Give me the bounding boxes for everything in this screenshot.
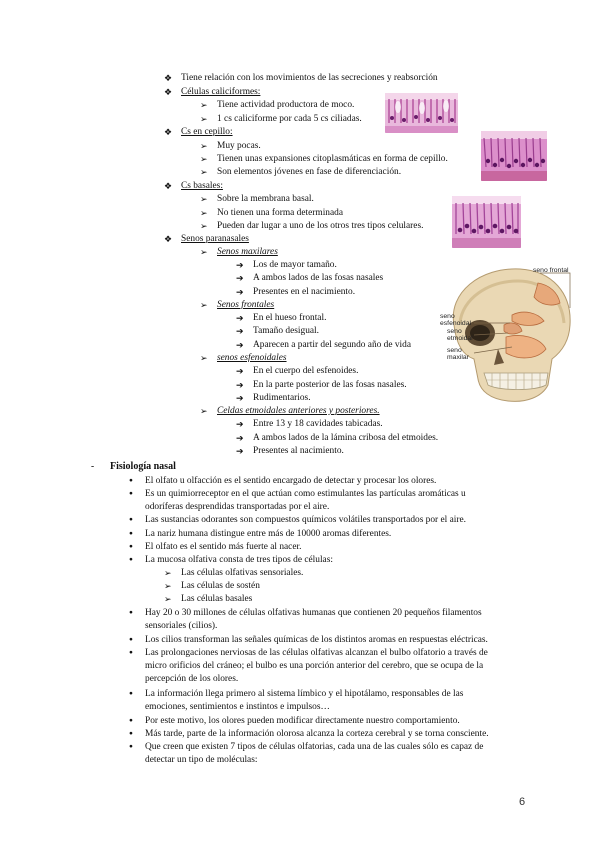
list-item: Las células basales (181, 594, 253, 604)
arrowhead-bullet: ➢ (200, 141, 208, 151)
bullet-dot: ● (129, 717, 133, 724)
paragraph: Los cilios transforman las señales químicas de los distintos aromas en respuestas eléctricas. (145, 635, 488, 645)
arrowhead-bullet: ➢ (164, 594, 172, 604)
arrowhead-bullet: ➢ (200, 114, 208, 124)
arrow-bullet: ➔ (236, 313, 244, 323)
histology-image-caliciformes (385, 93, 458, 133)
label-seno-maxilar-1: seno (447, 347, 462, 354)
bullet-dot: ● (129, 609, 133, 616)
diamond-bullet: ❖ (164, 127, 173, 137)
list-item: Tamaño desigual. (253, 326, 319, 336)
list-item: Aparecen a partir del segundo año de vida (253, 340, 412, 350)
list-item: No tienen una forma determinada (217, 208, 343, 218)
arrowhead-bullet: ➢ (200, 154, 208, 164)
intro-text: Tiene relación con los movimientos de las secreciones y reabsorción (181, 73, 438, 83)
arrowhead-bullet: ➢ (164, 581, 172, 591)
paragraph-line: Hay 20 o 30 millones de células olfativas humanas que contienen 20 pequeños filamentos (145, 608, 482, 618)
skull-sinuses-illustration (440, 263, 575, 408)
bullet-dot: ● (129, 556, 133, 563)
bullet-dot: ● (129, 636, 133, 643)
list-item: Presentes al nacimiento. (253, 446, 344, 456)
list-item: Tienen unas expansiones citoplasmáticas en forma de cepillo. (217, 154, 448, 164)
arrow-bullet: ➔ (236, 326, 244, 336)
arrowhead-bullet: ➢ (164, 568, 172, 578)
paragraph-line: emociones, sentimientos e instintos e impulsos… (145, 702, 330, 712)
bullet-dot: ● (129, 477, 133, 484)
list-item: Las células de sostén (181, 581, 260, 591)
label-seno-maxilar-2: maxilar (447, 354, 469, 361)
bullet-dot: ● (129, 690, 133, 697)
section-caliciformes: Células caliciformes: (181, 87, 261, 97)
list-item: En el hueso frontal. (253, 313, 327, 323)
arrow-bullet: ➔ (236, 366, 244, 376)
arrowhead-bullet: ➢ (200, 353, 208, 363)
arrow-bullet: ➔ (236, 273, 244, 283)
bullet-dot: ● (129, 516, 133, 523)
list-item: Sobre la membrana basal. (217, 194, 314, 204)
subsection-frontales: Senos frontales (217, 300, 275, 310)
list-item: Rudimentarios. (253, 393, 311, 403)
arrow-bullet: ➔ (236, 393, 244, 403)
arrowhead-bullet: ➢ (200, 247, 208, 257)
arrowhead-bullet: ➢ (200, 406, 208, 416)
subsection-esfenoidales: senos esfenoidales (217, 353, 287, 363)
paragraph-line: odoríferas desprendidas transportadas por el aire. (145, 502, 330, 512)
paragraph-line: micro orificios del cráneo; el bulbo es una porción anterior del cerebro, que se ocupa de la (145, 661, 484, 671)
bullet-dot: ● (129, 730, 133, 737)
paragraph: La mucosa olfativa consta de tres tipos de células: (145, 555, 333, 565)
list-item: En el cuerpo del esfenoides. (253, 366, 359, 376)
arrowhead-bullet: ➢ (200, 208, 208, 218)
arrow-bullet: ➔ (236, 260, 244, 270)
label-seno-esfenoidal-2: esfenoidal (440, 320, 471, 327)
arrow-bullet: ➔ (236, 287, 244, 297)
arrow-bullet: ➔ (236, 380, 244, 390)
page-number: 6 (519, 796, 526, 808)
bullet-dot: ● (129, 530, 133, 537)
subsection-etmoidales: Celdas etmoidales anteriores y posteriores. (217, 406, 380, 416)
label-seno-etmoidal-2: etmoidal (447, 335, 473, 342)
arrowhead-bullet: ➢ (200, 194, 208, 204)
list-item: Pueden dar lugar a uno de los otros tres tipos celulares. (217, 221, 424, 231)
label-seno-esfenoidal-1: seno (440, 313, 455, 320)
subsection-maxilares: Senos maxilares (217, 247, 278, 257)
arrowhead-bullet: ➢ (200, 300, 208, 310)
heading-fisiologia-nasal: Fisiología nasal (110, 461, 176, 472)
list-item: Presentes en el nacimiento. (253, 287, 356, 297)
list-item: Muy pocas. (217, 141, 261, 151)
arrow-bullet: ➔ (236, 419, 244, 429)
section-basales: Cs basales: (181, 181, 223, 191)
paragraph: El olfato es el sentido más fuerte al nacer. (145, 542, 302, 552)
paragraph-line: sensoriales (cilios). (145, 621, 218, 631)
paragraph: La nariz humana distingue entre más de 10000 aromas diferentes. (145, 529, 392, 539)
list-item: En la parte posterior de las fosas nasales. (253, 380, 407, 390)
diamond-bullet: ❖ (164, 181, 173, 191)
paragraph: Las sustancias odorantes son compuestos químicos volátiles transportados por el aire. (145, 515, 467, 525)
list-item: 1 cs caliciforme por cada 5 cs ciliadas. (217, 114, 362, 124)
paragraph-line: Que creen que existen 7 tipos de células olfatorias, cada una de las cuales sólo es capaz de (145, 742, 484, 752)
bullet-dot: ● (129, 743, 133, 750)
list-item: Entre 13 y 18 cavidades tabicadas. (253, 419, 383, 429)
paragraph-line: Las prolongaciones nerviosas de las células olfativas alcanzan el bulbo olfatorio a través de (145, 648, 488, 658)
list-item: Los de mayor tamaño. (253, 260, 337, 270)
heading-dash: - (91, 462, 95, 472)
section-senos: Senos paranasales (181, 234, 249, 244)
list-item: A ambos lados de la lámina cribosa del etmoides. (253, 433, 439, 443)
paragraph-line: detectar un tipo de moléculas: (145, 755, 258, 765)
list-item: A ambos lados de las fosas nasales (253, 273, 384, 283)
diamond-bullet: ❖ (164, 87, 173, 97)
paragraph-line: La información llega primero al sistema límbico y el hipotálamo, responsables de las (145, 689, 464, 699)
list-item: Tiene actividad productora de moco. (217, 100, 355, 110)
arrow-bullet: ➔ (236, 446, 244, 456)
diamond-bullet: ❖ (164, 73, 173, 83)
arrowhead-bullet: ➢ (200, 167, 208, 177)
bullet-dot: ● (129, 490, 133, 497)
label-seno-frontal: seno frontal (533, 267, 569, 274)
paragraph: Más tarde, parte de la información olorosa alcanza la corteza cerebral y se torna consciente. (145, 729, 489, 739)
bullet-dot: ● (129, 649, 133, 656)
arrow-bullet: ➔ (236, 433, 244, 443)
arrowhead-bullet: ➢ (200, 221, 208, 231)
paragraph: El olfato u olfacción es el sentido encargado de detectar y procesar los olores. (145, 476, 437, 486)
paragraph-line: Es un quimiorreceptor en el que actúan como estimulantes las partículas aromáticas u (145, 489, 466, 499)
diamond-bullet: ❖ (164, 234, 173, 244)
arrow-bullet: ➔ (236, 340, 244, 350)
list-item: Las células olfativas sensoriales. (181, 568, 304, 578)
list-item: Son elementos jóvenes en fase de diferenciación. (217, 167, 402, 177)
bullet-dot: ● (129, 543, 133, 550)
paragraph-line: percepción de los olores. (145, 674, 239, 684)
arrowhead-bullet: ➢ (200, 100, 208, 110)
histology-image-basales (452, 196, 521, 248)
paragraph: Por este motivo, los olores pueden modificar directamente nuestro comportamiento. (145, 716, 460, 726)
section-cepillo: Cs en cepillo: (181, 127, 233, 137)
histology-image-cepillo (481, 131, 547, 181)
label-seno-etmoidal-1: seno (447, 328, 462, 335)
